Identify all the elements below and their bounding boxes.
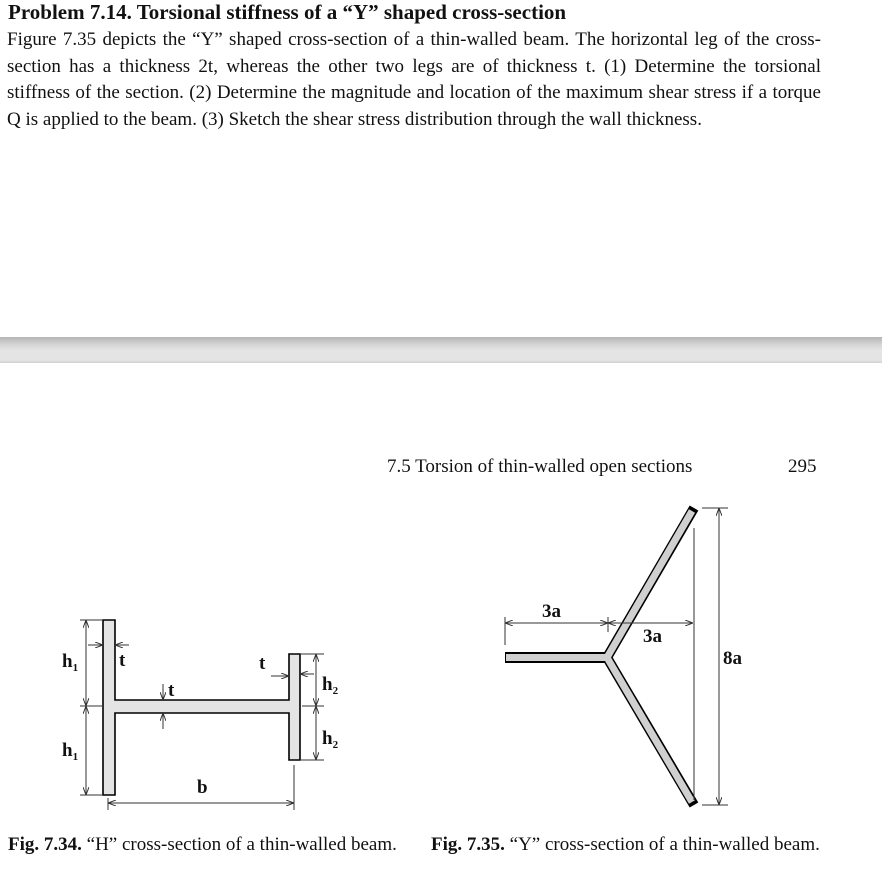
- figure-7-34-caption: [8, 831, 403, 858]
- label-t-left: t: [119, 650, 126, 671]
- label-3a-right: 3a: [643, 626, 662, 647]
- caption-number: Fig. 7.34.: [8, 834, 82, 855]
- label-8a: 8a: [723, 648, 742, 669]
- figure-7-35-caption: [431, 831, 826, 858]
- problem-title: Problem 7.14. Torsional stiffness of a “Y” shaped cross-section: [8, 0, 567, 24]
- label-3a-left: 3a: [542, 601, 561, 622]
- y-cross-section-figure: [505, 508, 743, 805]
- label-t-right: t: [259, 653, 266, 674]
- caption-text: “Y” cross-section of a thin-walled beam.: [504, 834, 820, 855]
- label-b: b: [197, 777, 208, 798]
- label-h1-top: $h_1$: [62, 651, 79, 674]
- caption-number: Fig. 7.35.: [431, 834, 505, 855]
- running-head: 7.5 Torsion of thin-walled open sections: [387, 456, 693, 477]
- h-cross-section-figure: [62, 620, 339, 810]
- label-t-web: t: [168, 680, 175, 701]
- problem-text: Figure 7.35 depicts the “Y” shaped cross-section of a thin-walled beam. The horizontal leg of the cross-section has a thickness 2t, whereas the other two legs are of thickness t. (1) Determine the torsional stiffness of the section. (2) Determine the magnitude and location of the maximum shear stress if a torque Q is applied to the beam. (3) Sketch the shear stress distribution through the wall thickness.: [7, 29, 821, 130]
- caption-text: “H” cross-section of a thin-walled beam.: [81, 834, 397, 855]
- label-h2-bottom: $h_2$: [322, 728, 339, 751]
- label-h1-bottom: $h_1$: [62, 740, 79, 763]
- label-h2-top: $h_2$: [322, 674, 339, 697]
- page-number: 295: [788, 456, 817, 477]
